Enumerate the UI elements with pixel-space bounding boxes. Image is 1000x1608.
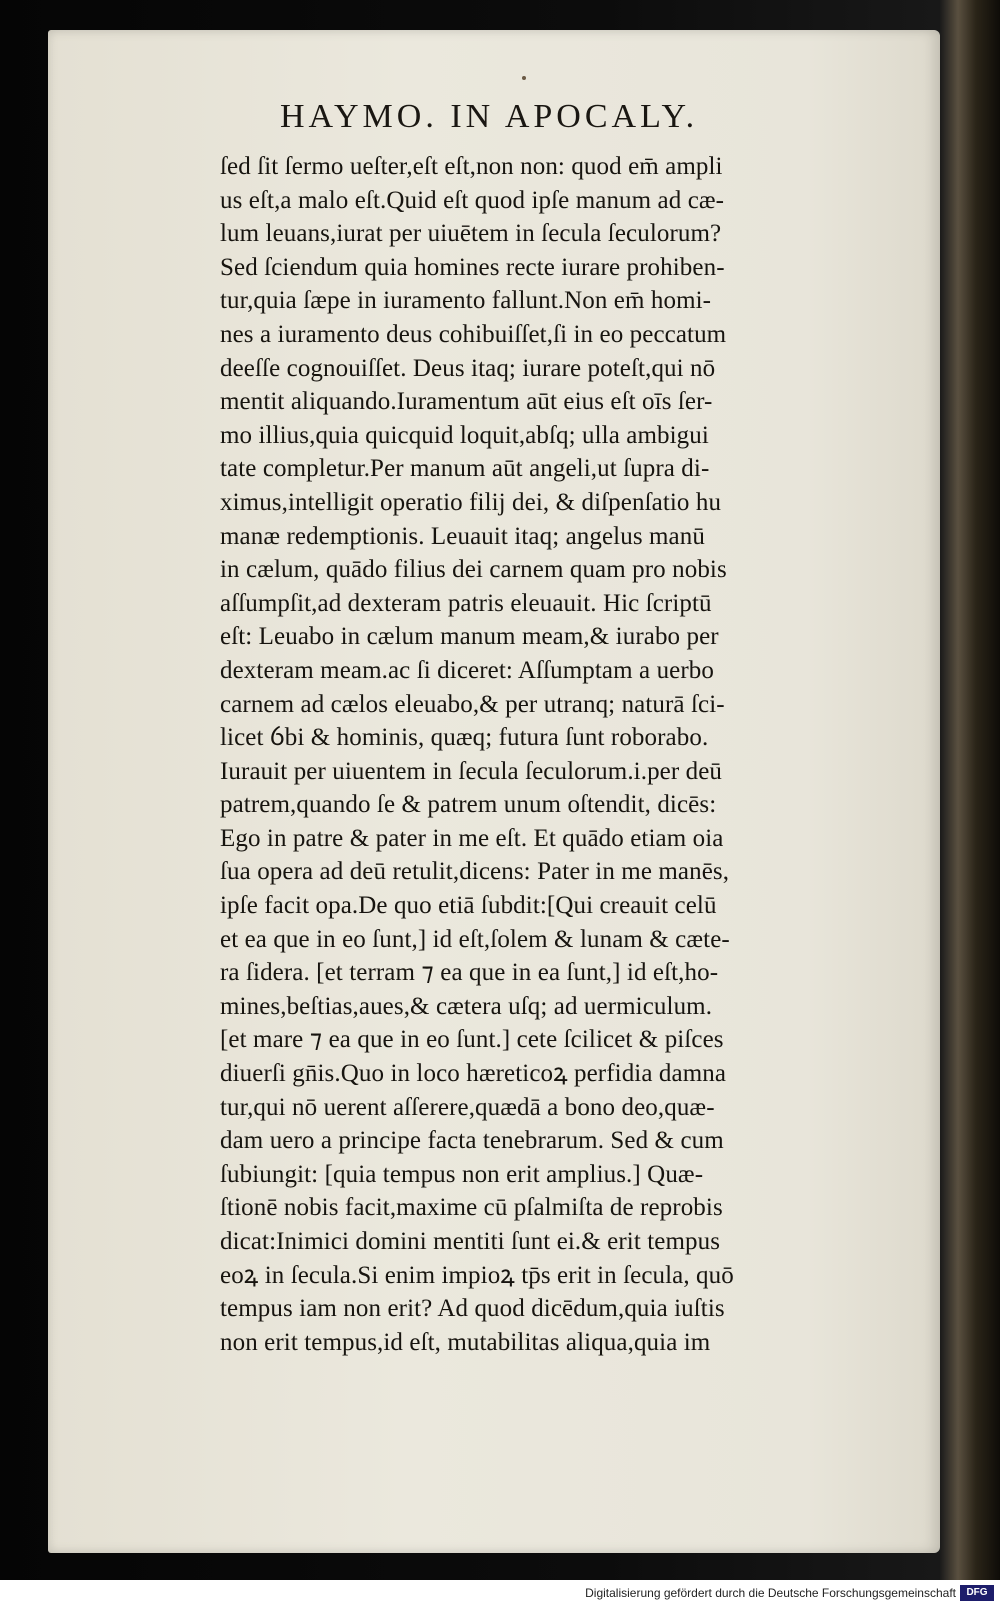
text-line: tur,quia ſæpe in iuramento fallunt.Non em̄ homi- [220, 287, 712, 315]
text-line: deeſſe cognouiſſet. Deus itaq; iurare poteſt,qui nō [220, 354, 716, 382]
text-line: nes a iuramento deus cohibuiſſet,ſi in eo peccatum [220, 320, 727, 348]
text-line: ſua opera ad deū retulit,dicens: Pater in me manēs, [220, 858, 730, 886]
text-line: in cælum, quādo filius dei carnem quam pro nobis [220, 556, 727, 584]
text-line: dexteram meam.ac ſi diceret: Aſſumptam a uerbo [220, 656, 714, 684]
text-line: patrem,quando ſe & patrem unum oſtendit, dicēs: [220, 791, 717, 819]
footer-bar [0, 1580, 1000, 1608]
text-line: manæ redemptionis. Leuauit itaq; angelus manū [220, 522, 705, 550]
text-line: non erit tempus,id eſt, mutabilitas aliqua,quia im [220, 1328, 711, 1356]
text-line: eſt: Leuabo in cælum manum meam,& iurabo per [220, 623, 719, 651]
text-line: ſtionē nobis facit,maxime cū pſalmiſta de reprobis [220, 1194, 723, 1222]
text-line: et ea que in eo ſunt,] id eſt,ſolem & lunam & cæte- [220, 925, 730, 953]
text-line: Sed ſciendum quia homines recte iurare prohiben- [220, 253, 725, 281]
text-line: eoꝝ in ſecula.Si enim impioꝝ tp̄s erit in ſecula, quō [220, 1261, 734, 1289]
text-line: mines,beſtias,aues,& cætera uſq; ad uermiculum. [220, 992, 713, 1020]
text-line: tate completur.Per manum aūt angeli,ut ſupra di- [220, 455, 710, 483]
text-line: ipſe facit opa.De quo etiā ſubdit:[Qui creauit celū [220, 892, 717, 920]
text-line: dam uero a principe facta tenebrarum. Sed & cum [220, 1127, 724, 1155]
text-line: dicat:Inimici domini mentiti ſunt ei.& erit tempus [220, 1228, 721, 1255]
text-line: carnem ad cælos eleuabo,& per utranq; naturā ſci- [220, 690, 725, 718]
text-line: Ego in patre & pater in me eſt. Et quādo etiam oia [220, 824, 724, 852]
ink-dot [522, 76, 526, 80]
text-line: us eſt,a malo eſt.Quid eſt quod ipſe manum ad cæ- [220, 186, 725, 214]
text-line: aſſumpſit,ad dexteram patris eleuauit. Hic ſcriptū [220, 589, 712, 617]
text-line: ſubiungit: [quia tempus non erit amplius.] Quæ- [220, 1160, 704, 1188]
text-line: lum leuans,iurat per uiuētem in ſecula ſeculorum? [220, 220, 722, 248]
text-line: [et mare ⁊ ea que in eo ſunt.] cete ſcilicet & piſces [220, 1026, 724, 1054]
text-line: tempus iam non erit? Ad quod dicēdum,quia iuſtis [220, 1295, 725, 1323]
text-line: ximus,intelligit operatio filij dei, & diſpenſatio hu [220, 488, 722, 516]
text-line: ra ſidera. [et terram ⁊ ea que in ea ſunt,] id eſt,ho- [220, 959, 719, 987]
dfg-logo-icon: DFG [960, 1585, 994, 1601]
text-line: mo illius,quia quicquid loquit,abſq; ulla ambigui [220, 421, 709, 449]
text-line: licet ỽbi & hominis, quæq; futura ſunt roborabo. [220, 724, 709, 752]
body-text [220, 150, 940, 1359]
text-line: Iurauit per uiuentem in ſecula ſeculorum.i.per deū [220, 757, 723, 785]
text-line: ſed ſit ſermo ueſter,eſt eſt,non non: quod em̄ ampli [220, 153, 723, 180]
text-line: tur,qui nō uerent aſſerere,quædā a bono deo,quæ- [220, 1093, 715, 1121]
text-line: mentit aliquando.Iuramentum aūt eius eſt oīs ſer- [220, 388, 713, 416]
running-head: HAYMO. IN APOCALY. [280, 98, 699, 135]
book-spine [940, 0, 1000, 1580]
text-line: diuerſi gn̄is.Quo in loco hæreticoꝝ perfidia damna [220, 1060, 727, 1088]
footer-credit: Digitalisierung gefördert durch die Deutsche Forschungsgemeinschaft [585, 1586, 956, 1600]
